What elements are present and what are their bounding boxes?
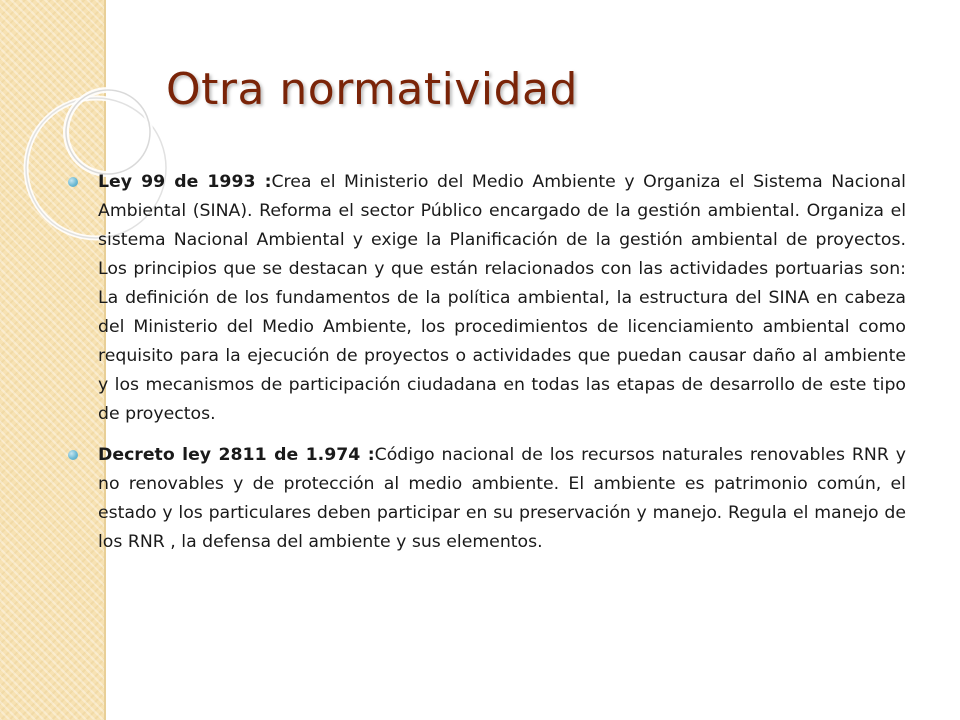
list-item [98, 168, 906, 429]
bullet-icon [68, 177, 78, 187]
slide-title: Otra normatividad [166, 64, 578, 115]
law-title: Decreto ley 2811 de 1.974 : [98, 445, 375, 465]
decorative-ring-small-outline [66, 90, 150, 174]
bullet-list [98, 168, 906, 569]
law-title: Ley 99 de 1993 : [98, 172, 272, 192]
bullet-icon [68, 450, 78, 460]
law-description: Código nacional de los recursos naturales renovables RNR y no renovables y de protección al medio ambiente. El ambiente es patrimonio común, el estado y los particulares deben participar en su preservación y manejo. Regula el manejo de los RNR , la defensa del ambiente y sus elementos. [98, 445, 907, 552]
list-item [98, 441, 906, 557]
law-description: Crea el Ministerio del Medio Ambiente y Organiza el Sistema Nacional Ambiental (SINA). Reforma el sector Público encargado de la gestión ambiental. Organiza el sistema Nacional Ambiental y exige la Planificación de la gestión ambiental de proyectos. Los principios que se destacan y que están relacionados con las actividades portuarias son: La definición de los fundamentos de la política ambiental, la estructura del SINA en cabeza del Ministerio del Medio Ambiente, los procedimientos de licenciamiento ambiental como requisito para la ejecución de proyectos o actividades que puedan causar daño al ambiente y los mecanismos de participación ciudadana en todas las etapas de desarrollo de este tipo de proyectos. [98, 172, 906, 424]
